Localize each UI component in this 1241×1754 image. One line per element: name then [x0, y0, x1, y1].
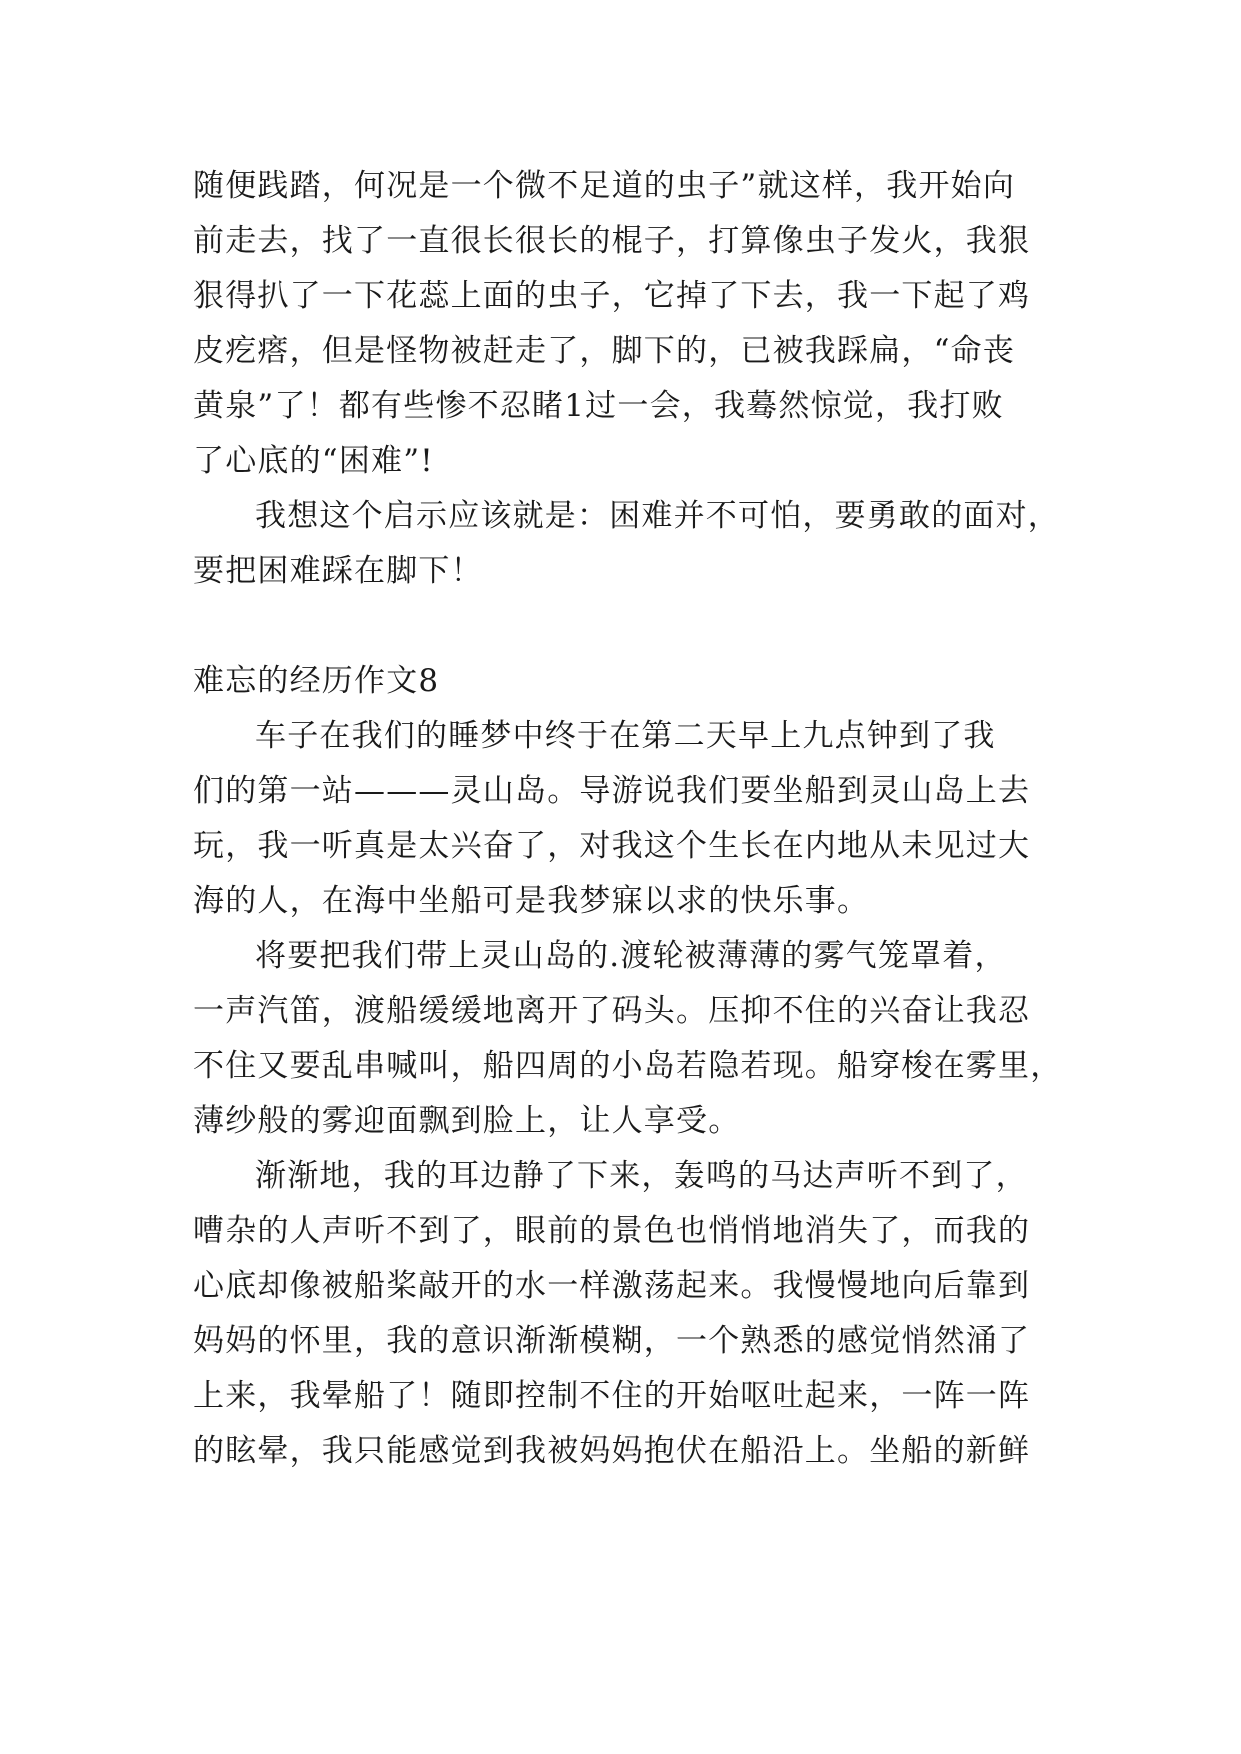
text-line: 皮疙瘩，但是怪物被赶走了，脚下的，已被我踩扁，“命丧	[193, 333, 1016, 369]
text-line: 狠得扒了一下花蕊上面的虫子，它掉了下去，我一下起了鸡	[193, 278, 1031, 314]
text-line: 妈妈的怀里，我的意识渐渐模糊，一个熟悉的感觉悄然涌了	[193, 1323, 1031, 1359]
text-line: 要把困难踩在脚下！	[193, 553, 483, 589]
text-line: 渐渐地，我的耳边静了下来，轰鸣的马达声听不到了，	[255, 1158, 1028, 1194]
text-line: 黄泉”了！都有些惨不忍睹1过一会，我蓦然惊觉，我打败	[193, 388, 1004, 424]
text-line: 前走去，找了一直很长很长的棍子，打算像虫子发火，我狠	[193, 223, 1031, 259]
text-line: 薄纱般的雾迎面飘到脸上，让人享受。	[193, 1103, 741, 1139]
text-line: 我想这个启示应该就是：困难并不可怕，要勇敢的面对，	[255, 498, 1060, 534]
text-line: 心底却像被船桨敲开的水一样激荡起来。我慢慢地向后靠到	[193, 1268, 1031, 1304]
text-line: 将要把我们带上灵山岛的.渡轮被薄薄的雾气笼罩着，	[255, 938, 1007, 974]
text-line: 海的人，在海中坐船可是我梦寐以求的快乐事。	[193, 883, 870, 919]
text-line: 一声汽笛，渡船缓缓地离开了码头。压抑不住的兴奋让我忍	[193, 993, 1031, 1029]
text-line: 嘈杂的人声听不到了，眼前的景色也悄悄地消失了，而我的	[193, 1213, 1031, 1249]
text-line: 车子在我们的睡梦中终于在第二天早上九点钟到了我	[255, 718, 996, 754]
text-line: 们的第一站———灵山岛。导游说我们要坐船到灵山岛上去	[193, 773, 1031, 809]
text-line: 不住又要乱串喊叫，船四周的小岛若隐若现。船穿梭在雾里，	[193, 1048, 1063, 1084]
text-line: 玩，我一听真是太兴奋了，对我这个生长在内地从未见过大	[193, 828, 1031, 864]
section-heading: 难忘的经历作文8	[193, 663, 440, 699]
text-line: 上来，我晕船了！随即控制不住的开始呕吐起来，一阵一阵	[193, 1378, 1031, 1414]
text-line: 的眩晕，我只能感觉到我被妈妈抱伏在船沿上。坐船的新鲜	[193, 1433, 1031, 1469]
text-line: 随便践踏，何况是一个微不足道的虫子”就这样，我开始向	[193, 168, 1016, 204]
text-line: 了心底的“困难”!	[193, 443, 434, 479]
